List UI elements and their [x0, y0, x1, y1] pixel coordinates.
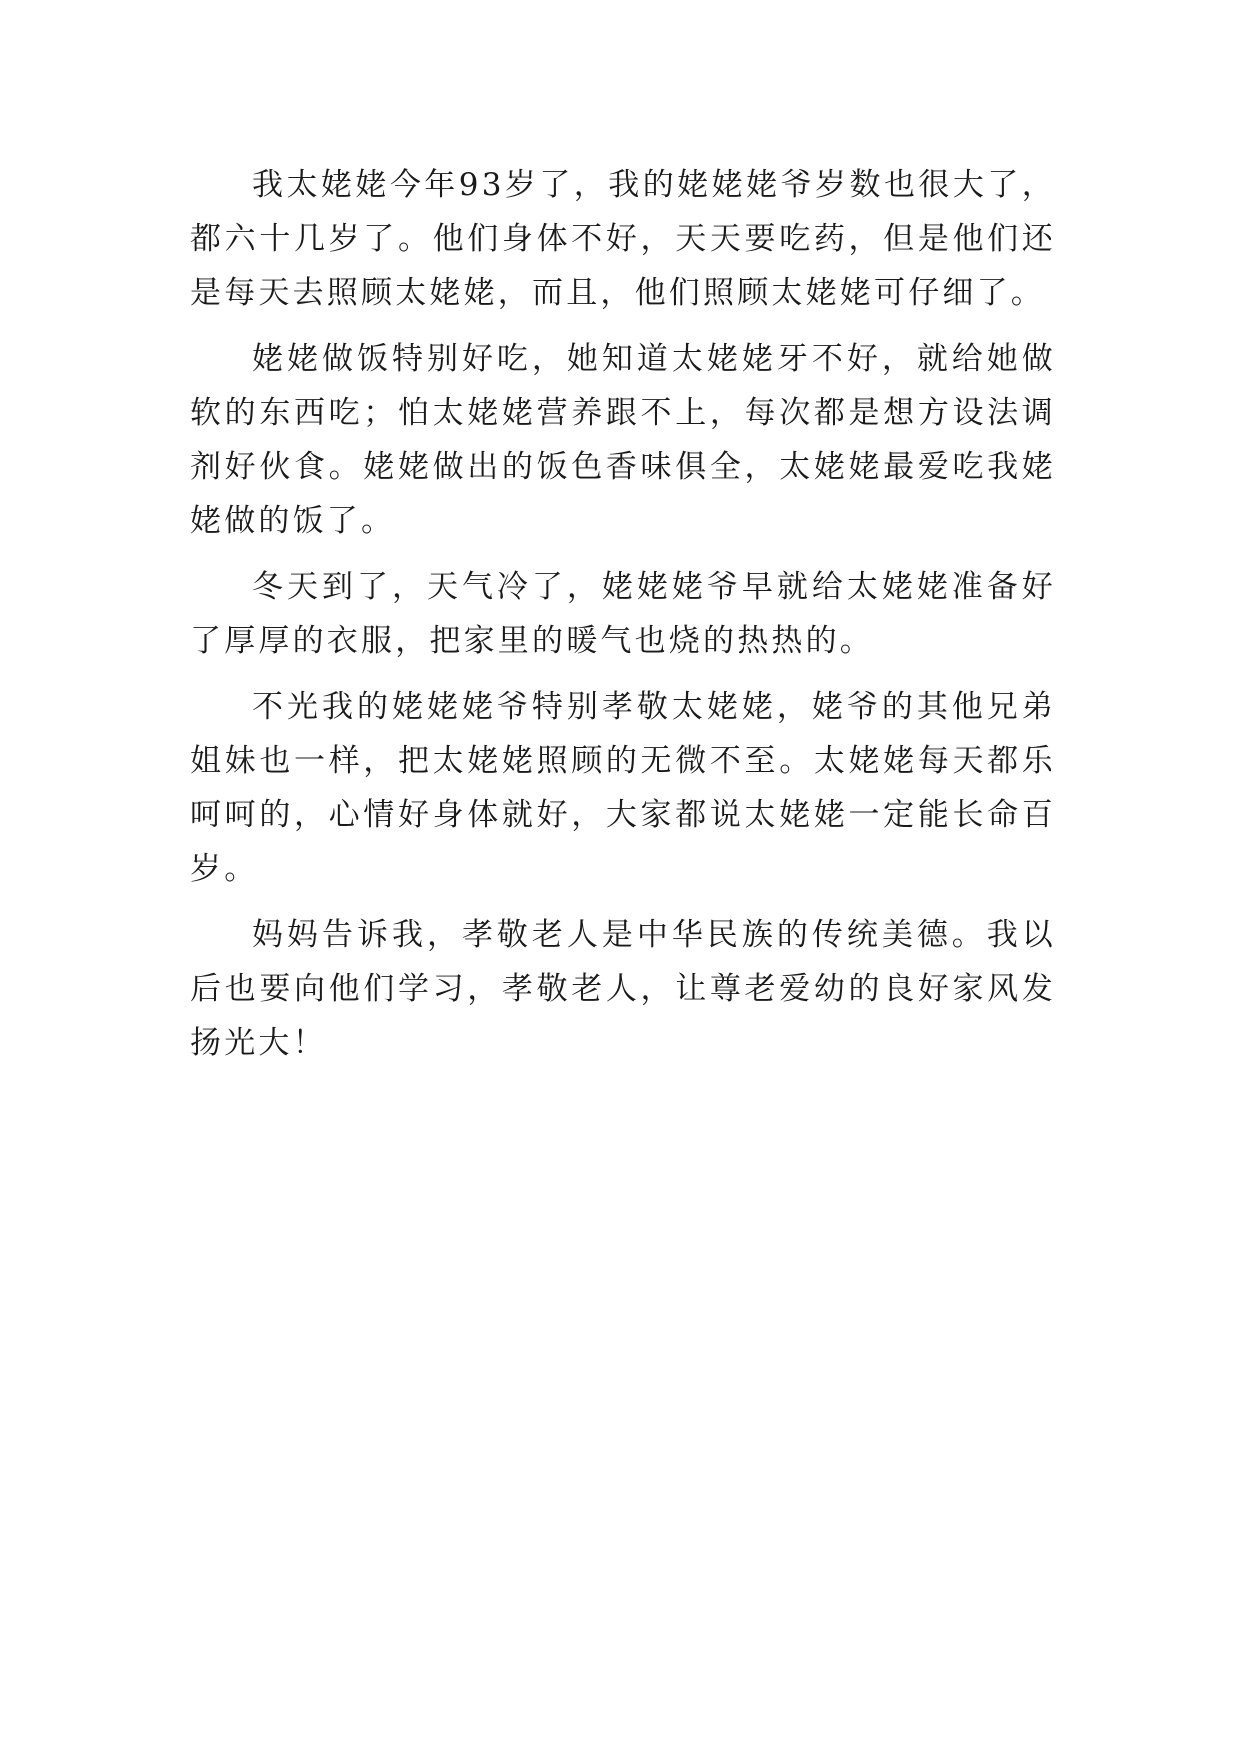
document-body: [190, 158, 1056, 1082]
paragraph-3: 冬天到了，天气冷了，姥姥姥爷早就给太姥姥准备好了厚厚的衣服，把家里的暖气也烧的热热的。: [190, 569, 1056, 659]
paragraph-1: 我太姥姥今年93岁了，我的姥姥姥爷岁数也很大了，都六十几岁了。他们身体不好，天天要吃药，但是他们还是每天去照顾太姥姥，而且，他们照顾太姥姥可仔细了。: [190, 167, 1056, 311]
paragraph-5: 妈妈告诉我，孝敬老人是中华民族的传统美德。我以后也要向他们学习，孝敬老人，让尊老爱幼的良好家风发扬光大！: [190, 917, 1056, 1061]
paragraph-2: 姥姥做饭特别好吃，她知道太姥姥牙不好，就给她做软的东西吃；怕太姥姥营养跟不上，每次都是想方设法调剂好伙食。姥姥做出的饭色香味俱全，太姥姥最爱吃我姥姥做的饭了。: [190, 341, 1056, 539]
paragraph-4: 不光我的姥姥姥爷特别孝敬太姥姥，姥爷的其他兄弟姐妹也一样，把太姥姥照顾的无微不至。太姥姥每天都乐呵呵的，心情好身体就好，大家都说太姥姥一定能长命百岁。: [190, 689, 1056, 887]
